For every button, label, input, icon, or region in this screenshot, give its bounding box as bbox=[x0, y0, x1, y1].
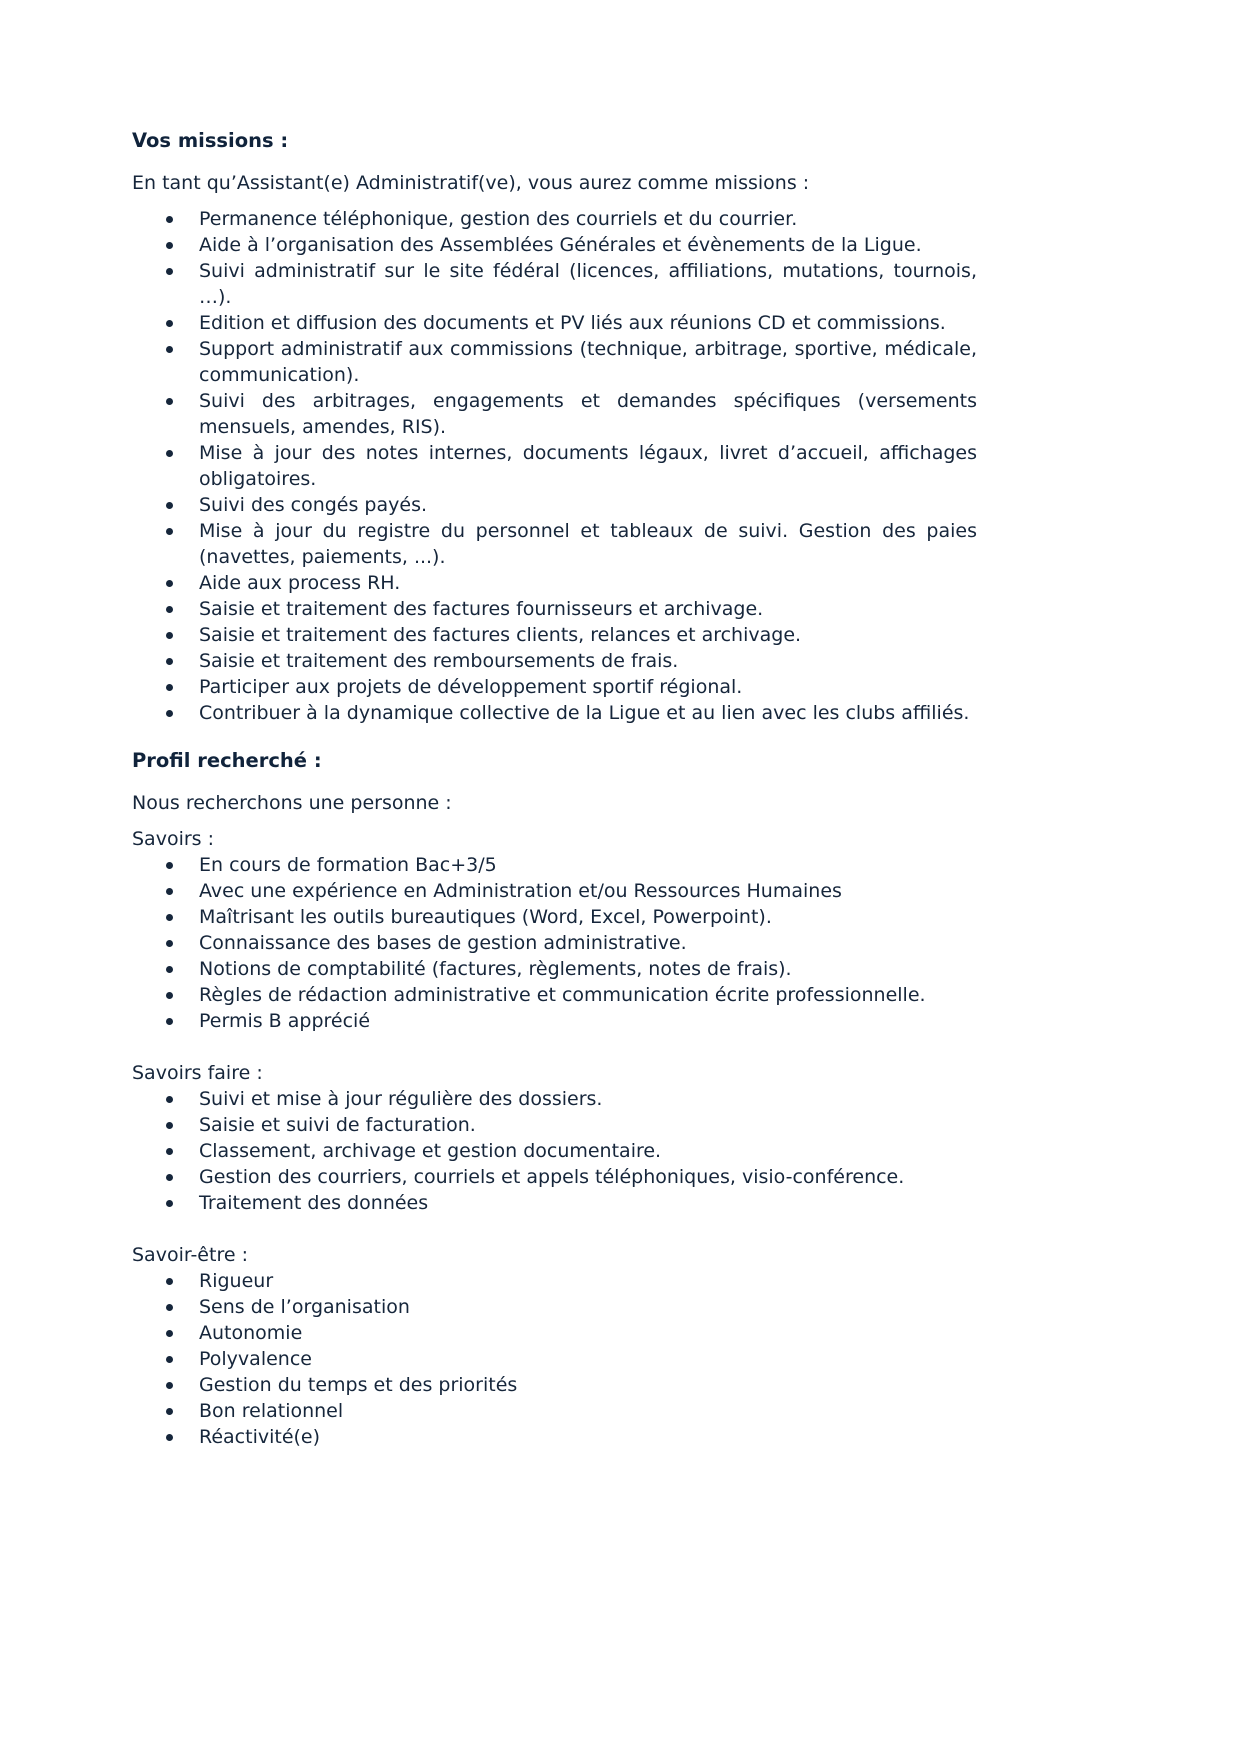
list-item: Suivi administratif sur le site fédéral (licences, affiliations, mutations, tournois, …). bbox=[132, 258, 977, 310]
document-page bbox=[132, 128, 977, 1450]
list-item: Notions de comptabilité (factures, règlements, notes de frais). bbox=[132, 956, 977, 982]
list-item: Suivi des congés payés. bbox=[132, 492, 977, 518]
savoir-etre-list bbox=[132, 1268, 977, 1450]
bullet-icon bbox=[166, 888, 173, 895]
list-item: Suivi des arbitrages, engagements et demandes spécifiques (versements mensuels, amendes, RIS). bbox=[132, 388, 977, 440]
savoir-etre-label: Savoir-être : bbox=[132, 1244, 248, 1266]
bullet-icon bbox=[166, 684, 173, 691]
list-item: Avec une expérience en Administration et/ou Ressources Humaines bbox=[132, 878, 977, 904]
list-item: Aide aux process RH. bbox=[132, 570, 977, 596]
savoirs-faire-label: Savoirs faire : bbox=[132, 1062, 263, 1084]
list-item: Permis B apprécié bbox=[132, 1008, 977, 1034]
list-item: Connaissance des bases de gestion administrative. bbox=[132, 930, 977, 956]
list-item: Saisie et traitement des factures fournisseurs et archivage. bbox=[132, 596, 977, 622]
bullet-icon bbox=[166, 1174, 173, 1181]
list-item: Sens de l’organisation bbox=[132, 1294, 977, 1320]
list-item: Contribuer à la dynamique collective de la Ligue et au lien avec les clubs affiliés. bbox=[132, 700, 977, 726]
missions-section bbox=[132, 128, 977, 726]
list-item: Autonomie bbox=[132, 1320, 977, 1346]
bullet-icon bbox=[166, 268, 173, 275]
profile-heading: Profil recherché : bbox=[132, 749, 322, 772]
bullet-icon bbox=[166, 502, 173, 509]
list-item: Traitement des données bbox=[132, 1190, 977, 1216]
bullet-icon bbox=[166, 216, 173, 223]
list-item: Gestion du temps et des priorités bbox=[132, 1372, 977, 1398]
list-item: Classement, archivage et gestion documentaire. bbox=[132, 1138, 977, 1164]
bullet-icon bbox=[166, 450, 173, 457]
list-item: Aide à l’organisation des Assemblées Générales et évènements de la Ligue. bbox=[132, 232, 977, 258]
bullet-icon bbox=[166, 940, 173, 947]
savoirs-label: Savoirs : bbox=[132, 828, 215, 850]
bullet-icon bbox=[166, 966, 173, 973]
bullet-icon bbox=[166, 1122, 173, 1129]
bullet-icon bbox=[166, 632, 173, 639]
bullet-icon bbox=[166, 992, 173, 999]
list-item: Saisie et traitement des factures clients, relances et archivage. bbox=[132, 622, 977, 648]
bullet-icon bbox=[166, 1018, 173, 1025]
missions-intro: En tant qu’Assistant(e) Administratif(ve), vous aurez comme missions : bbox=[132, 172, 810, 194]
bullet-icon bbox=[166, 398, 173, 405]
list-item: Rigueur bbox=[132, 1268, 977, 1294]
bullet-icon bbox=[166, 606, 173, 613]
list-item: Réactivité(e) bbox=[132, 1424, 977, 1450]
bullet-icon bbox=[166, 528, 173, 535]
savoirs-list bbox=[132, 852, 977, 1034]
list-item: Polyvalence bbox=[132, 1346, 977, 1372]
bullet-icon bbox=[166, 658, 173, 665]
profile-section bbox=[132, 748, 977, 1450]
list-item: Mise à jour des notes internes, documents légaux, livret d’accueil, affichages obligatoires. bbox=[132, 440, 977, 492]
bullet-icon bbox=[166, 1408, 173, 1415]
bullet-icon bbox=[166, 580, 173, 587]
list-item: Support administratif aux commissions (technique, arbitrage, sportive, médicale, communication). bbox=[132, 336, 977, 388]
bullet-icon bbox=[166, 1278, 173, 1285]
bullet-icon bbox=[166, 1356, 173, 1363]
list-item: Saisie et suivi de facturation. bbox=[132, 1112, 977, 1138]
bullet-icon bbox=[166, 1330, 173, 1337]
bullet-icon bbox=[166, 320, 173, 327]
missions-heading: Vos missions : bbox=[132, 129, 289, 152]
bullet-icon bbox=[166, 1434, 173, 1441]
list-item: Edition et diffusion des documents et PV liés aux réunions CD et commissions. bbox=[132, 310, 977, 336]
list-item: Maîtrisant les outils bureautiques (Word, Excel, Powerpoint). bbox=[132, 904, 977, 930]
bullet-icon bbox=[166, 242, 173, 249]
list-item: Permanence téléphonique, gestion des courriels et du courrier. bbox=[132, 206, 977, 232]
list-item: Suivi et mise à jour régulière des dossiers. bbox=[132, 1086, 977, 1112]
list-item: Règles de rédaction administrative et communication écrite professionnelle. bbox=[132, 982, 977, 1008]
list-item: En cours de formation Bac+3/5 bbox=[132, 852, 977, 878]
list-item: Participer aux projets de développement sportif régional. bbox=[132, 674, 977, 700]
list-item: Bon relationnel bbox=[132, 1398, 977, 1424]
list-item: Gestion des courriers, courriels et appels téléphoniques, visio-conférence. bbox=[132, 1164, 977, 1190]
bullet-icon bbox=[166, 862, 173, 869]
list-item: Saisie et traitement des remboursements de frais. bbox=[132, 648, 977, 674]
bullet-icon bbox=[166, 1304, 173, 1311]
bullet-icon bbox=[166, 1382, 173, 1389]
bullet-icon bbox=[166, 1200, 173, 1207]
bullet-icon bbox=[166, 710, 173, 717]
missions-list bbox=[132, 206, 977, 726]
list-item: Mise à jour du registre du personnel et tableaux de suivi. Gestion des paies (navettes, paiements, ...). bbox=[132, 518, 977, 570]
savoirs-faire-list bbox=[132, 1086, 977, 1216]
bullet-icon bbox=[166, 346, 173, 353]
bullet-icon bbox=[166, 1096, 173, 1103]
profile-intro: Nous recherchons une personne : bbox=[132, 792, 452, 814]
bullet-icon bbox=[166, 914, 173, 921]
bullet-icon bbox=[166, 1148, 173, 1155]
